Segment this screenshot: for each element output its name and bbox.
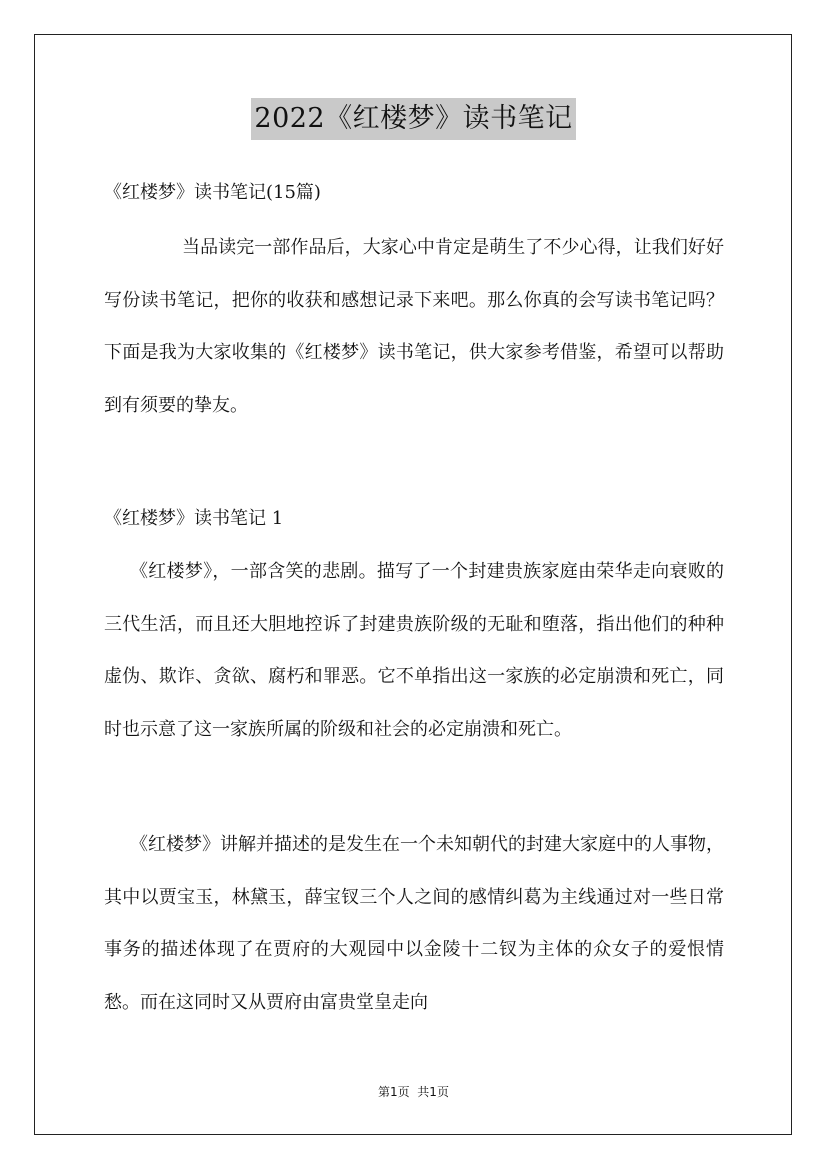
intro-paragraph: 当品读完一部作品后，大家心中肯定是萌生了不少心得，让我们好好写份读书笔记，把你的收获和感想记录下来吧。那么你真的会写读书笔记吗？下面是我为大家收集的《红楼梦》读书笔记，供大家参考借鉴，希望可以帮助到有须要的挚友。 [104,237,724,416]
section-heading: 《红楼梦》读书笔记 1 [104,508,284,529]
page-footer: 第1页 共1页 [378,1085,449,1099]
body-paragraph-2: 《红楼梦》讲解并描述的是发生在一个未知朝代的封建大家庭中的人事物，其中以贾宝玉，林黛玉，薛宝钗三个人之间的感情纠葛为主线通过对一些日常事务的描述体现了在贾府的大观园中以金陵十二钗为主体的众女子的爱恨情愁。而在这同时又从贾府由富贵堂皇走向 [104,834,724,1013]
document-title: 2022《红楼梦》读书笔记 [251,98,575,140]
document-subtitle: 《红楼梦》读书笔记(15篇) [104,182,321,203]
title-container [0,98,827,140]
body-paragraph-1: 《红楼梦》，一部含笑的悲剧。描写了一个封建贵族家庭由荣华走向衰败的三代生活，而且还大胆地控诉了封建贵族阶级的无耻和堕落，指出他们的种种虚伪、欺诈、贪欲、腐朽和罪恶。它不单指出这一家族的必定崩溃和死亡，同时也示意了这一家族所属的阶级和社会的必定崩溃和死亡。 [104,561,724,740]
